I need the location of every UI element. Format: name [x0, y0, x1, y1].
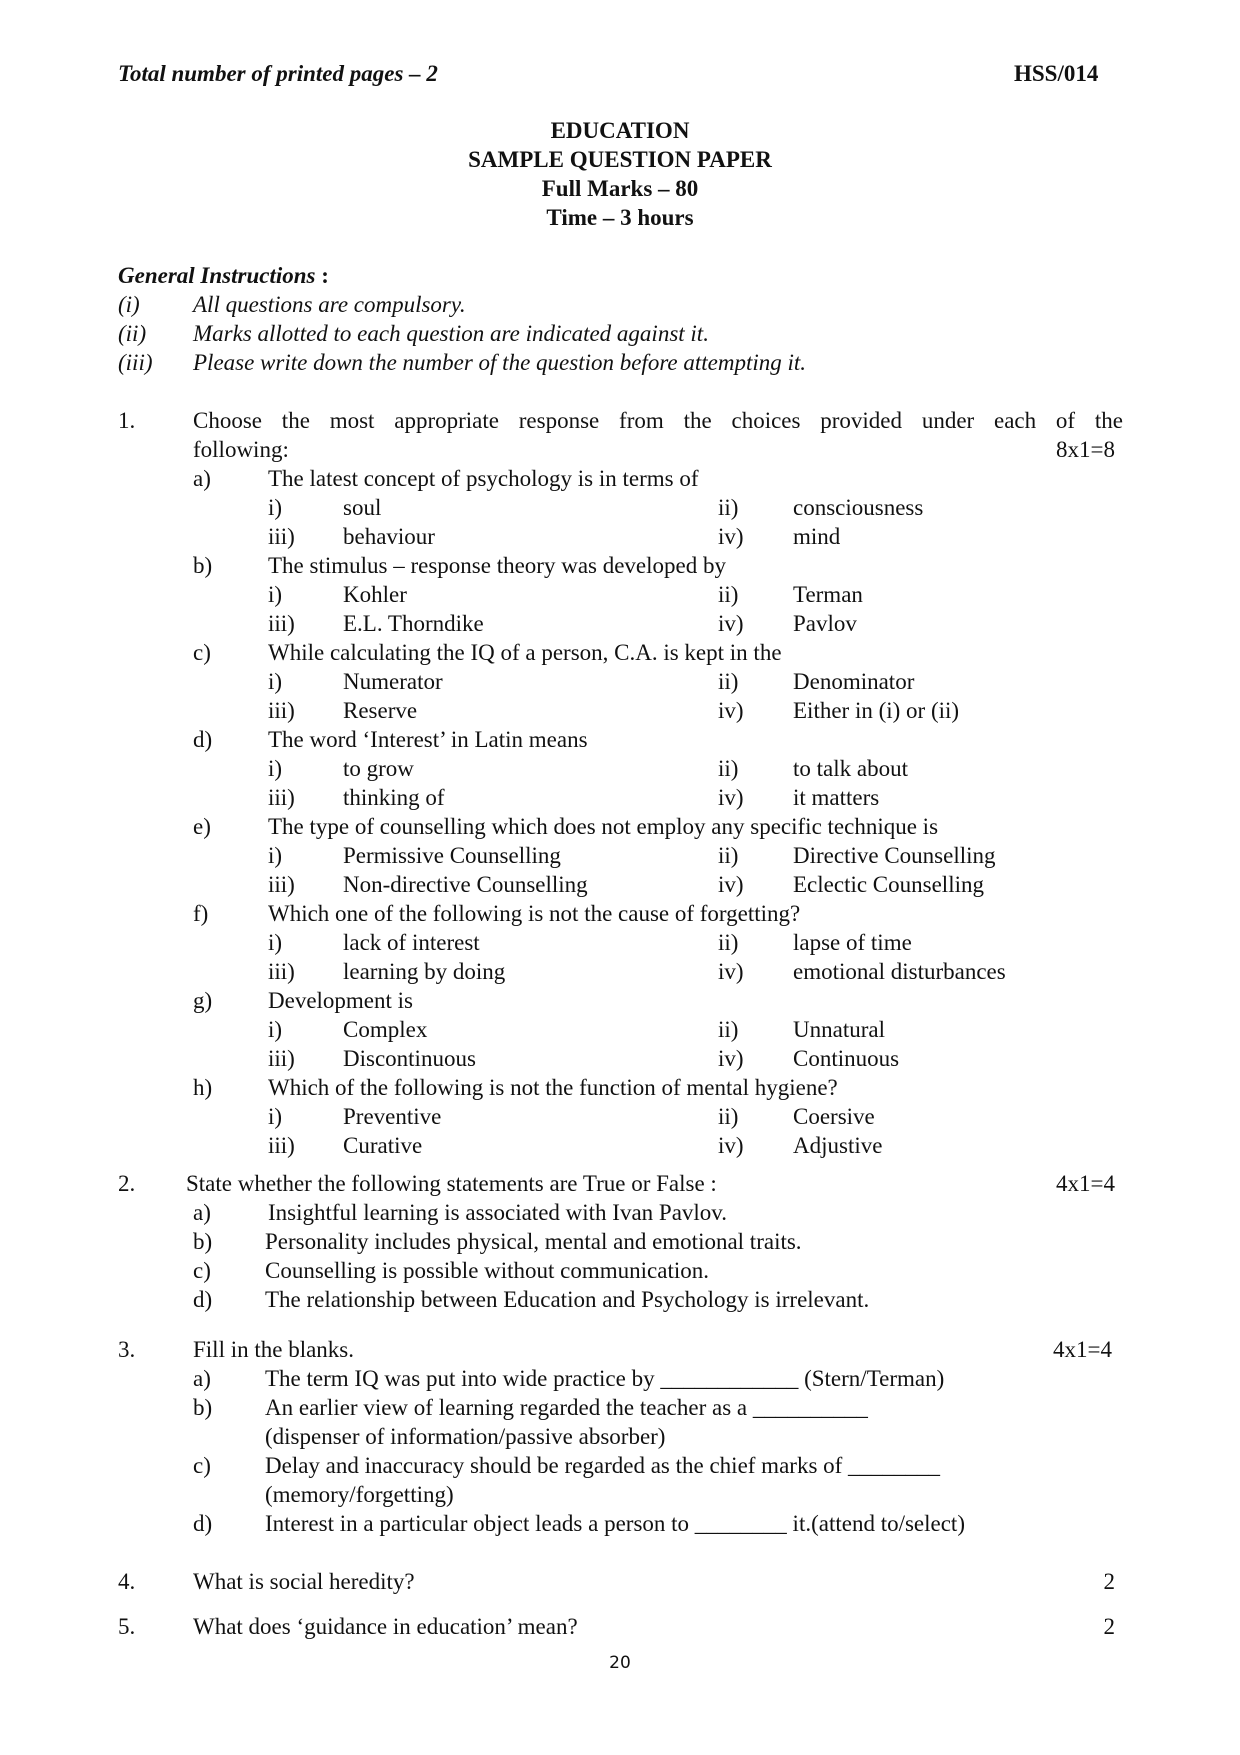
option-text: consciousness	[793, 495, 924, 520]
instructions-heading	[118, 264, 329, 287]
full-marks: Full Marks – 80	[541, 176, 699, 201]
part-question: Which one of the following is not the cause of forgetting?	[268, 901, 801, 926]
option-text: emotional disturbances	[793, 959, 1006, 984]
option-number: iv)	[718, 698, 744, 723]
instructions-heading-text: General Instructions	[118, 263, 316, 288]
blank-choices: (memory/forgetting)	[265, 1482, 454, 1507]
option-text: mind	[793, 524, 841, 549]
instruction-number: (iii)	[118, 350, 153, 375]
question-marks: 8x1=8	[1056, 437, 1115, 462]
option-number: iv)	[718, 1046, 744, 1071]
option-text: Curative	[343, 1133, 423, 1158]
part-question: While calculating the IQ of a person, C.A. is kept in the	[268, 640, 782, 665]
item-label: d)	[193, 1287, 213, 1312]
option-number: i)	[268, 843, 283, 868]
option-text: Permissive Counselling	[343, 843, 561, 868]
part-question: Which of the following is not the function of mental hygiene?	[268, 1075, 838, 1100]
option-number: i)	[268, 669, 283, 694]
item-label: a)	[193, 1200, 211, 1225]
option-number: ii)	[718, 756, 739, 781]
question-stem: following:	[193, 437, 289, 462]
option-number: ii)	[718, 582, 739, 607]
question-number: 2.	[118, 1171, 136, 1196]
option-text: Unnatural	[793, 1017, 885, 1042]
instruction-text: Please write down the number of the question before attempting it.	[193, 350, 807, 375]
instructions-colon: :	[321, 263, 329, 288]
option-number: i)	[268, 582, 283, 607]
option-number: i)	[268, 1017, 283, 1042]
option-number: iv)	[718, 524, 744, 549]
statement-text: Counselling is possible without communication.	[265, 1258, 710, 1283]
option-text: Non-directive Counselling	[343, 872, 588, 897]
option-text: thinking of	[343, 785, 445, 810]
option-number: iv)	[718, 959, 744, 984]
option-number: i)	[268, 495, 283, 520]
time-allowed: Time – 3 hours	[546, 205, 694, 230]
option-text: Continuous	[793, 1046, 900, 1071]
option-text: E.L. Thorndike	[343, 611, 484, 636]
option-text: lapse of time	[793, 930, 912, 955]
question-marks: 2	[1103, 1569, 1115, 1594]
option-number: ii)	[718, 930, 739, 955]
option-number: iii)	[268, 959, 295, 984]
option-number: iii)	[268, 1046, 295, 1071]
blank-sentence: Delay and inaccuracy should be regarded as the chief marks of ________	[265, 1453, 941, 1478]
paper-code: HSS/014	[1014, 61, 1099, 86]
instruction-number: (ii)	[118, 321, 147, 346]
instruction-text: All questions are compulsory.	[193, 292, 466, 317]
option-text: Eclectic Counselling	[793, 872, 984, 897]
option-number: ii)	[718, 669, 739, 694]
option-text: behaviour	[343, 524, 435, 549]
option-number: iii)	[268, 872, 295, 897]
part-label: d)	[193, 727, 213, 752]
statement-text: Personality includes physical, mental and emotional traits.	[265, 1229, 802, 1254]
option-number: i)	[268, 756, 283, 781]
option-text: Denominator	[793, 669, 915, 694]
question-text: What does ‘guidance in education’ mean?	[193, 1614, 578, 1639]
question-number: 5.	[118, 1614, 136, 1639]
part-question: The word ‘Interest’ in Latin means	[268, 727, 588, 752]
option-text: Directive Counselling	[793, 843, 996, 868]
option-number: ii)	[718, 495, 739, 520]
option-number: iii)	[268, 1133, 295, 1158]
option-number: iv)	[718, 611, 744, 636]
option-number: iii)	[268, 611, 295, 636]
part-label: h)	[193, 1075, 213, 1100]
option-number: iii)	[268, 698, 295, 723]
part-label: g)	[193, 988, 213, 1013]
item-label: b)	[193, 1395, 213, 1420]
statement-text: The relationship between Education and Psychology is irrelevant.	[265, 1287, 870, 1312]
part-label: f)	[193, 901, 209, 926]
question-stem: Choose the most appropriate response from the choices provided under each of the	[193, 408, 1123, 433]
option-number: ii)	[718, 843, 739, 868]
option-number: iii)	[268, 524, 295, 549]
option-text: soul	[343, 495, 382, 520]
part-label: b)	[193, 553, 213, 578]
option-text: Kohler	[343, 582, 407, 607]
blank-choices: (dispenser of information/passive absorber)	[265, 1424, 666, 1449]
instruction-text: Marks allotted to each question are indicated against it.	[193, 321, 709, 346]
option-text: Terman	[793, 582, 863, 607]
question-number: 4.	[118, 1569, 136, 1594]
part-question: Development is	[268, 988, 413, 1013]
option-text: Either in (i) or (ii)	[793, 698, 960, 723]
part-question: The type of counselling which does not employ any specific technique is	[268, 814, 939, 839]
blank-sentence: The term IQ was put into wide practice by ____________ (Stern/Terman)	[265, 1366, 945, 1391]
printed-pages-note: Total number of printed pages – 2	[118, 61, 438, 86]
page-number: 20	[609, 1653, 631, 1673]
option-text: Pavlov	[793, 611, 857, 636]
part-question: The latest concept of psychology is in terms of	[268, 466, 699, 491]
item-label: d)	[193, 1511, 213, 1536]
question-number: 3.	[118, 1337, 136, 1362]
option-number: iii)	[268, 785, 295, 810]
option-text: learning by doing	[343, 959, 506, 984]
option-number: ii)	[718, 1104, 739, 1129]
statement-text: Insightful learning is associated with Ivan Pavlov.	[268, 1200, 728, 1225]
blank-sentence: Interest in a particular object leads a person to ________ it.(attend to/select)	[265, 1511, 965, 1536]
question-marks: 4x1=4	[1056, 1171, 1115, 1196]
option-text: it matters	[793, 785, 880, 810]
item-label: c)	[193, 1453, 211, 1478]
question-stem: State whether the following statements are True or False :	[186, 1171, 717, 1196]
option-text: Reserve	[343, 698, 418, 723]
instruction-number: (i)	[118, 292, 140, 317]
subject-title: EDUCATION	[550, 118, 690, 143]
option-number: i)	[268, 1104, 283, 1129]
blank-sentence: An earlier view of learning regarded the teacher as a __________	[265, 1395, 868, 1420]
option-text: to talk about	[793, 756, 908, 781]
option-text: lack of interest	[343, 930, 480, 955]
option-text: Numerator	[343, 669, 443, 694]
option-number: iv)	[718, 1133, 744, 1158]
option-text: Coersive	[793, 1104, 875, 1129]
part-label: a)	[193, 466, 211, 491]
question-text: What is social heredity?	[193, 1569, 415, 1594]
option-number: ii)	[718, 1017, 739, 1042]
question-number: 1.	[118, 408, 136, 433]
question-marks: 4x1=4	[1053, 1337, 1112, 1362]
option-text: to grow	[343, 756, 414, 781]
option-text: Preventive	[343, 1104, 442, 1129]
question-marks: 2	[1103, 1614, 1115, 1639]
option-number: i)	[268, 930, 283, 955]
item-label: a)	[193, 1366, 211, 1391]
paper-title: SAMPLE QUESTION PAPER	[468, 147, 772, 172]
question-stem: Fill in the blanks.	[193, 1337, 354, 1362]
part-label: e)	[193, 814, 211, 839]
part-label: c)	[193, 640, 211, 665]
option-number: iv)	[718, 872, 744, 897]
option-text: Complex	[343, 1017, 428, 1042]
option-text: Adjustive	[793, 1133, 883, 1158]
option-number: iv)	[718, 785, 744, 810]
part-question: The stimulus – response theory was developed by	[268, 553, 726, 578]
item-label: c)	[193, 1258, 211, 1283]
item-label: b)	[193, 1229, 213, 1254]
option-text: Discontinuous	[343, 1046, 476, 1071]
